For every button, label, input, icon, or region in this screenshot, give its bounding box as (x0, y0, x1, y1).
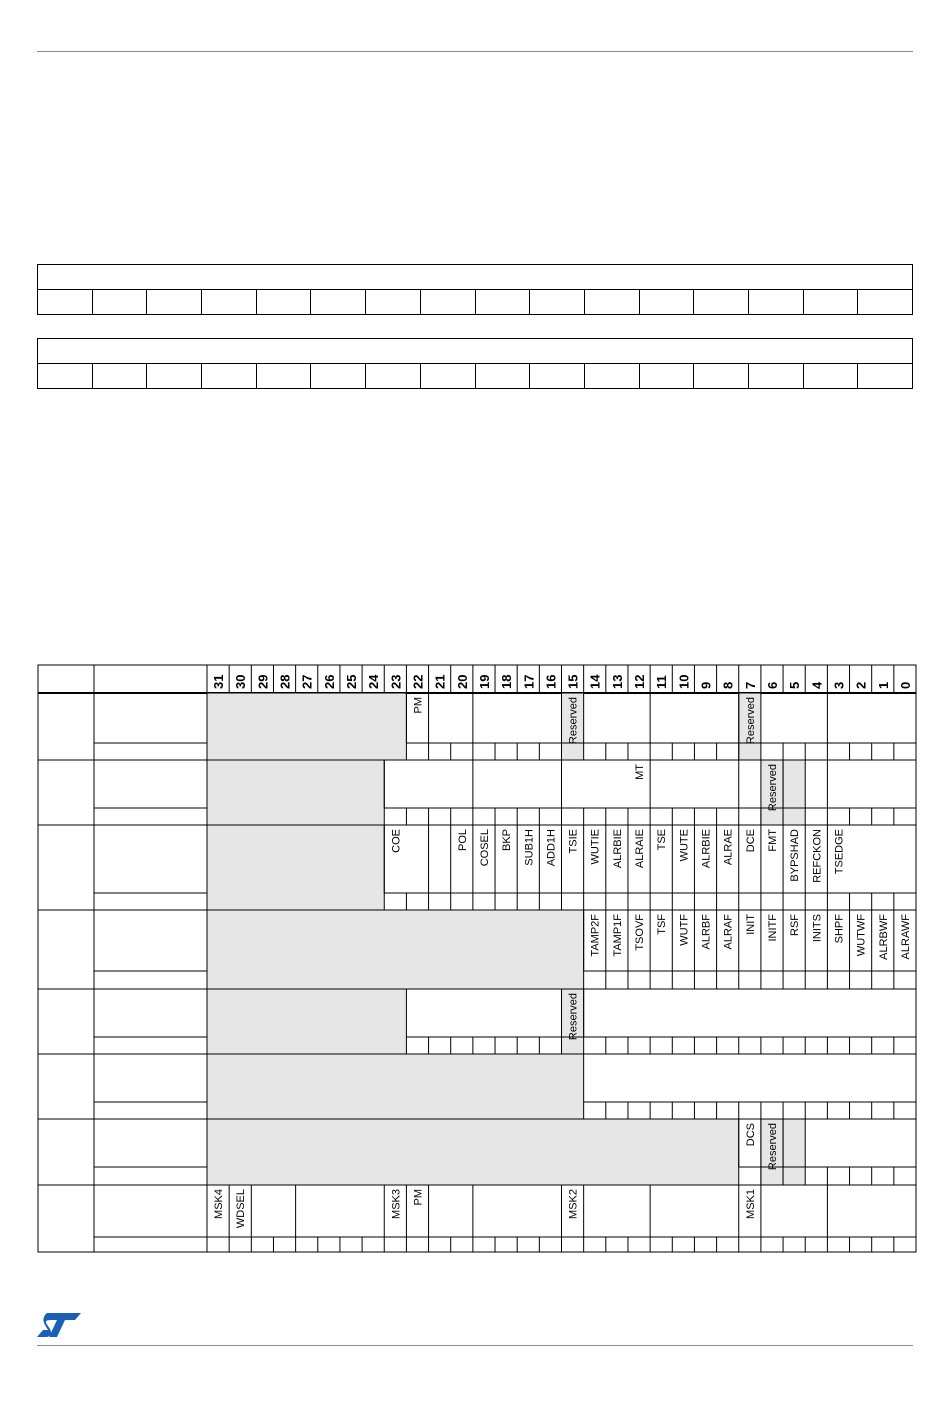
field-label: RSF (789, 914, 802, 936)
bit-number: 17 (521, 674, 537, 689)
field-label: ALRBWF (877, 914, 890, 960)
bit-number: 15 (565, 674, 581, 689)
bit-number: 24 (366, 674, 382, 689)
reserved-label: Reserved (567, 993, 580, 1041)
field-label: ADD1H (545, 829, 558, 867)
bit-number: 18 (499, 674, 515, 689)
field-label: WUTIE (589, 829, 602, 865)
reserved-label: Reserved (744, 697, 757, 745)
reserved-area (207, 825, 384, 910)
bit-number: 8 (720, 681, 736, 689)
bit-number: 27 (299, 674, 315, 689)
field-label: PM (412, 1189, 425, 1206)
register-row (38, 1185, 916, 1252)
reserved-area (207, 989, 406, 1054)
field-label: ALRAF (722, 914, 735, 950)
bit-number: 9 (698, 681, 714, 689)
bit-number: 21 (432, 674, 448, 689)
footer-rule (37, 1345, 913, 1346)
field-label: MSK4 (213, 1189, 226, 1219)
field-label: TSE (656, 829, 669, 851)
bit-number: 3 (831, 681, 847, 689)
reserved-area (207, 1054, 584, 1119)
register-row (38, 989, 916, 1054)
field-label: SUB1H (523, 829, 536, 866)
bit-number: 1 (875, 681, 891, 689)
reserved-area (207, 760, 384, 825)
field-label: ALRBIE (700, 829, 713, 869)
field-label: BYPSHAD (789, 829, 802, 882)
bit-number: 12 (632, 674, 648, 689)
bit-number: 10 (676, 674, 692, 689)
reserved-area (207, 1119, 739, 1185)
field-label: WUTF (678, 914, 691, 946)
field-label: TAMP2F (589, 914, 602, 957)
bit-number: 20 (454, 674, 470, 689)
field-label: MT (634, 764, 647, 780)
field-label: FMT (766, 829, 779, 852)
bit-number: 7 (742, 681, 758, 689)
field-label: ALRAE (722, 829, 735, 866)
register-row (38, 760, 916, 825)
field-label: ALRAWF (899, 914, 912, 960)
field-label: MSK2 (567, 1189, 580, 1219)
field-label: DCE (744, 829, 757, 853)
bit-number: 31 (211, 674, 227, 689)
field-label: TSOVF (634, 914, 647, 951)
reserved-field (783, 760, 805, 825)
field-label: INITF (766, 914, 779, 942)
bit-number: 14 (587, 674, 603, 689)
register-row (38, 1119, 916, 1185)
field-label: WUTE (678, 829, 691, 862)
register-row (38, 1054, 916, 1119)
bit-number: 29 (255, 674, 271, 689)
field-label: MSK1 (744, 1189, 757, 1219)
bit-number: 16 (543, 674, 559, 689)
bit-number: 30 (233, 674, 249, 689)
bit-number: 26 (321, 674, 337, 689)
register-row (38, 825, 916, 910)
field-label: BKP (501, 829, 514, 852)
field-label: COE (390, 829, 403, 853)
bit-number: 6 (764, 681, 780, 689)
register-row (38, 693, 916, 760)
bit-number: 13 (609, 674, 625, 689)
field-label: DCS (744, 1123, 757, 1147)
field-label: INITS (811, 914, 824, 943)
reserved-area (207, 693, 406, 760)
bit-number: 0 (897, 681, 913, 689)
field-label: WDSEL (235, 1189, 248, 1229)
bit-number: 4 (809, 681, 825, 689)
field-label: MSK3 (390, 1189, 403, 1219)
st-logo-mark (37, 1313, 81, 1337)
bit-number: 11 (654, 675, 670, 689)
bit-number: 2 (853, 681, 869, 689)
reserved-label: Reserved (766, 1123, 779, 1171)
reserved-area (207, 910, 584, 989)
field-label: PM (412, 697, 425, 714)
bit-number: 25 (344, 674, 360, 689)
bit-number: 22 (410, 674, 426, 689)
field-label: TAMP1F (611, 914, 624, 957)
field-label: TSF (656, 914, 669, 935)
bit-number: 23 (388, 674, 404, 689)
field-label: REFCKON (811, 829, 824, 883)
field-label: INIT (744, 914, 757, 935)
field-label: TSEDGE (833, 829, 846, 875)
field-label: ALRBIE (611, 829, 624, 869)
field-label: SHPF (833, 914, 846, 944)
bit-number: 19 (476, 674, 492, 689)
field-label: COSEL (478, 829, 491, 867)
field-label: ALRAIE (634, 829, 647, 869)
reserved-field (783, 1119, 805, 1185)
bit-number: 5 (787, 681, 803, 689)
bit-number: 28 (277, 674, 293, 689)
field-label: ALRBF (700, 914, 713, 950)
st-logo (37, 1311, 81, 1339)
field-label: POL (456, 829, 469, 852)
field-label: WUTWF (855, 914, 868, 957)
register-row (38, 910, 916, 989)
field-label: TSIE (567, 829, 580, 854)
reserved-label: Reserved (766, 764, 779, 812)
reserved-label: Reserved (567, 697, 580, 745)
